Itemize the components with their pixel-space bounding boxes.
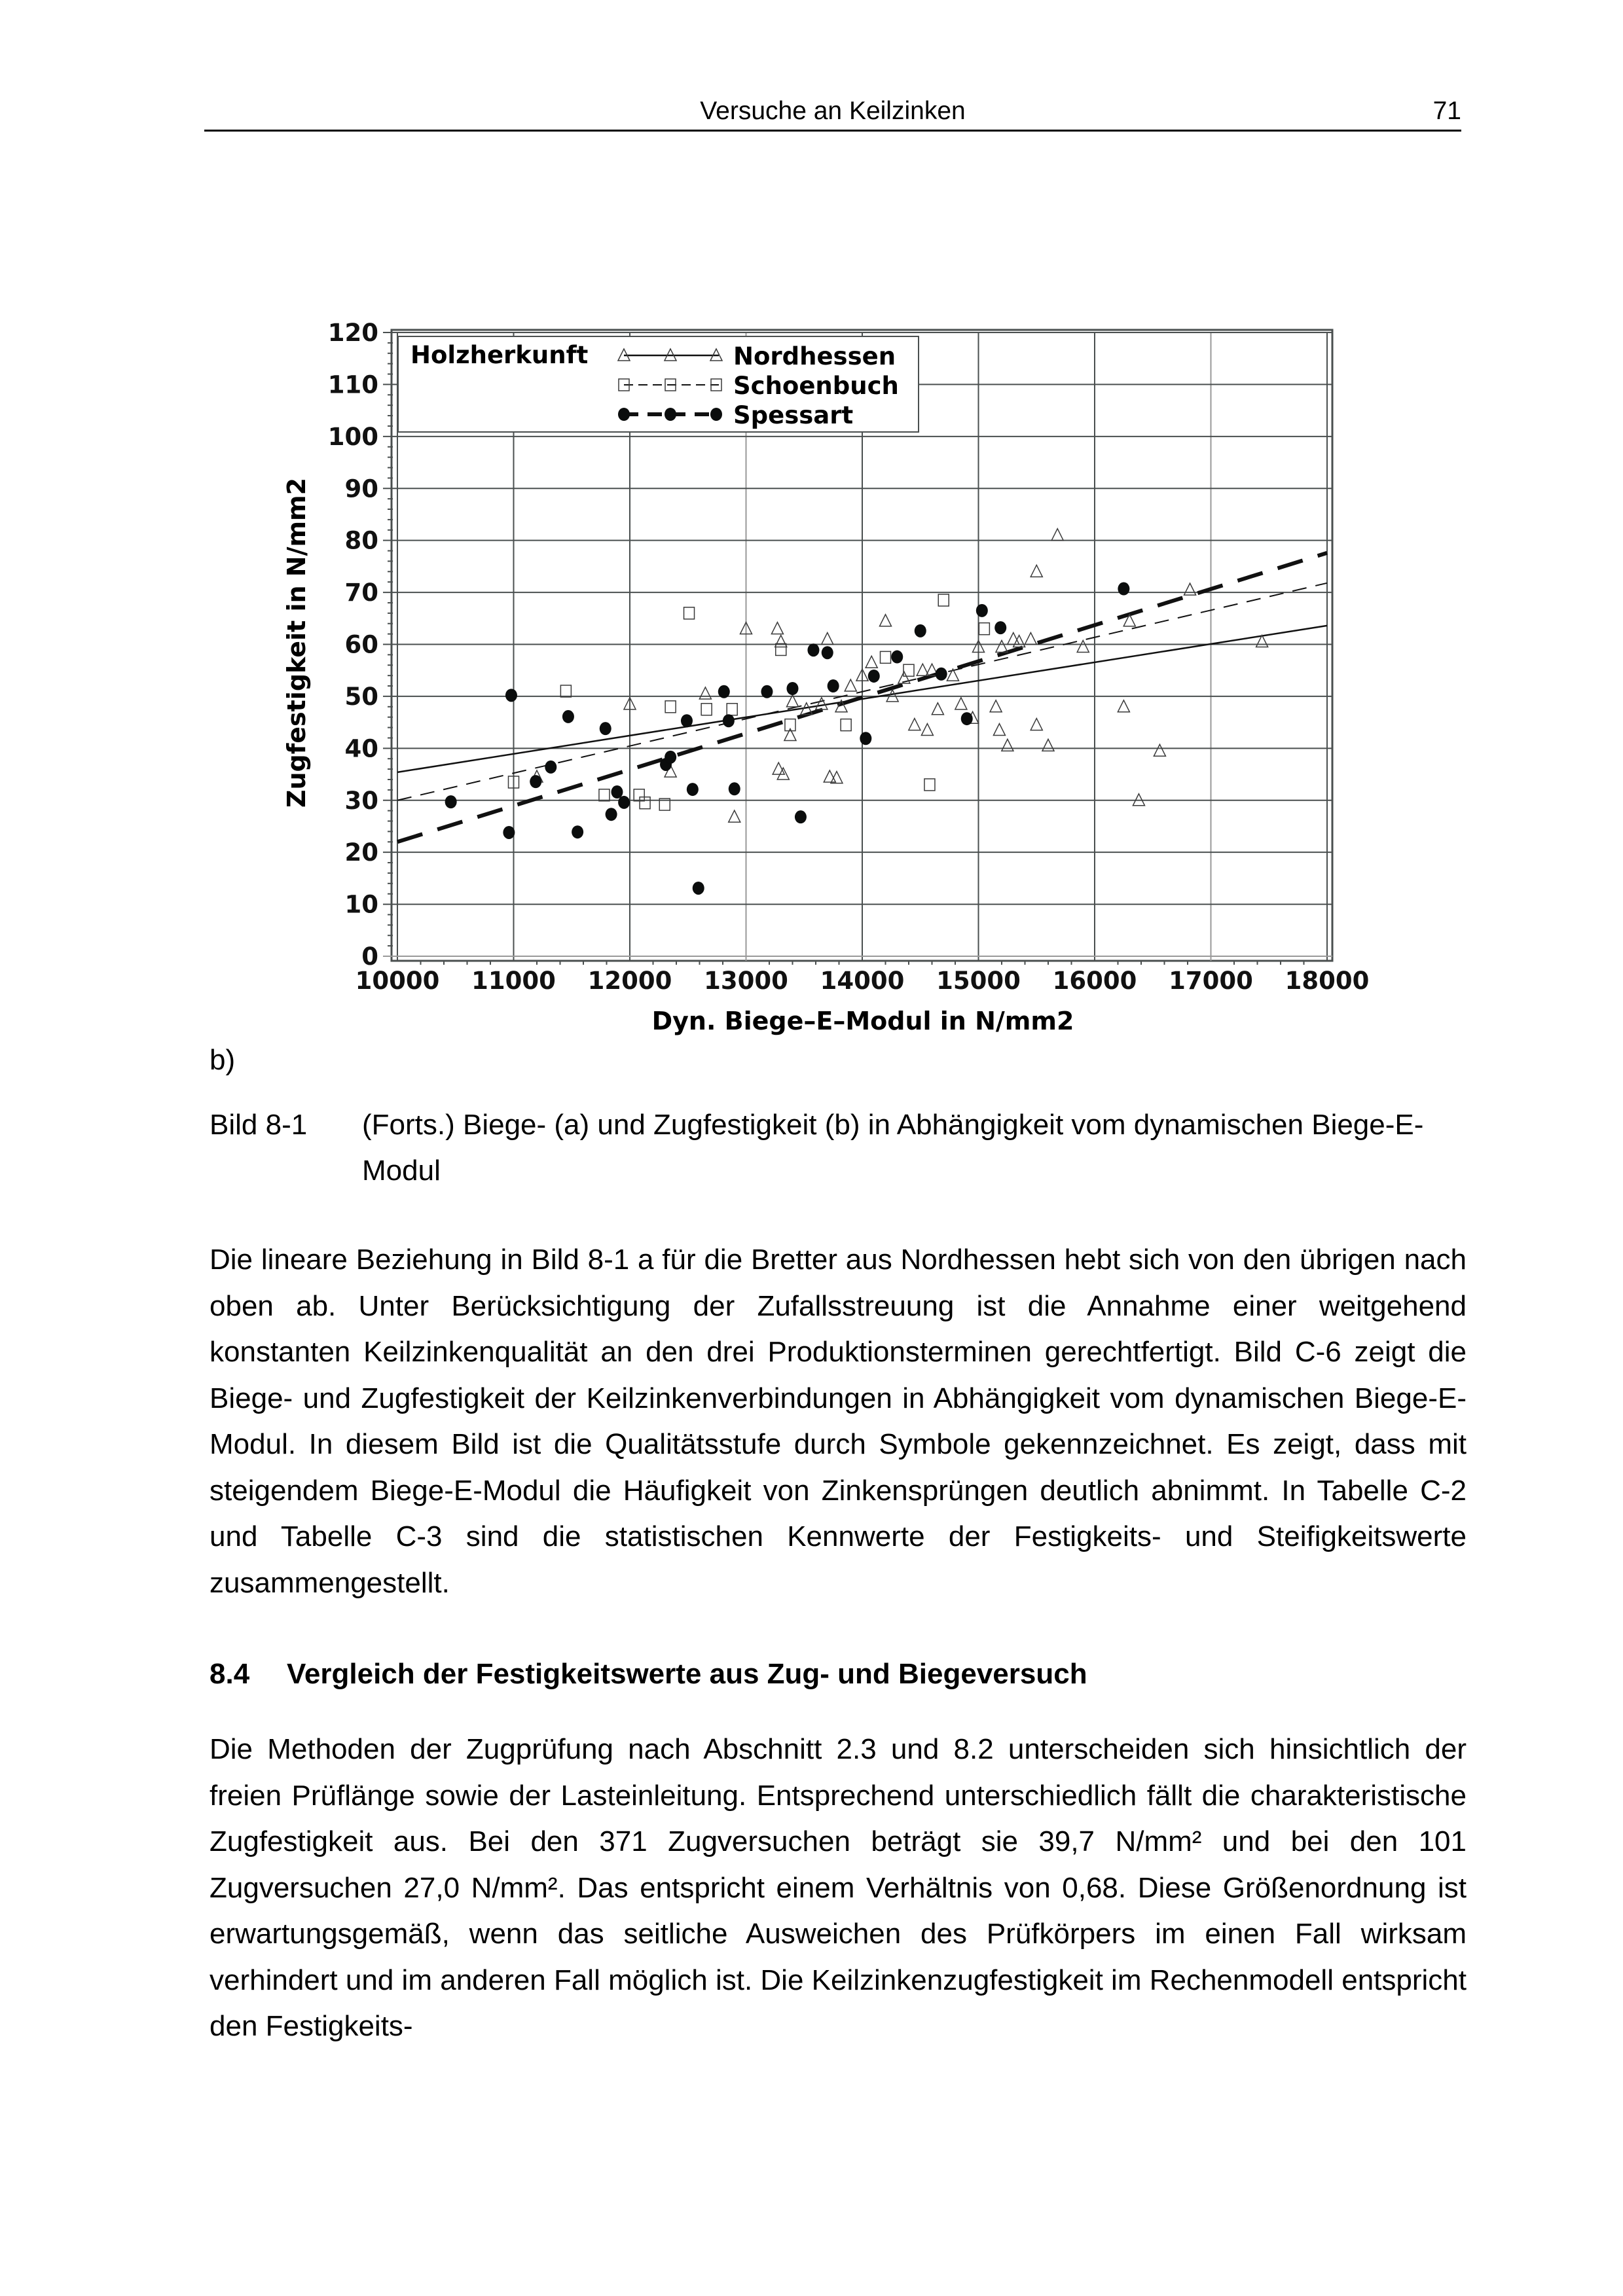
- data-point-nordhessen: [1030, 719, 1042, 730]
- data-point-spessart: [665, 751, 676, 764]
- x-tick-label: 18000: [1285, 967, 1370, 995]
- section-title: Vergleich der Festigkeitswerte aus Zug- und Biegeversuch: [287, 1658, 1087, 1690]
- data-point-nordhessen: [932, 703, 943, 715]
- data-point-spessart: [611, 785, 623, 798]
- x-tick-label: 14000: [820, 967, 905, 995]
- data-point-schoenbuch: [938, 594, 949, 606]
- data-point-nordhessen: [729, 810, 740, 822]
- data-point-spessart: [976, 604, 988, 617]
- data-point-nordhessen: [866, 656, 877, 668]
- data-point-spessart: [729, 782, 740, 795]
- data-point-schoenbuch: [665, 701, 676, 713]
- data-point-nordhessen: [955, 698, 967, 709]
- section-heading: [210, 1658, 1087, 1691]
- legend-marker-spessart: [710, 408, 722, 421]
- x-tick-label: 12000: [587, 967, 672, 995]
- y-tick-label: 80: [344, 526, 378, 555]
- data-point-schoenbuch: [841, 719, 851, 731]
- data-point-spessart: [1118, 583, 1129, 596]
- legend-label-nordhessen: Nordhessen: [733, 342, 896, 370]
- data-point-spessart: [562, 710, 574, 723]
- data-point-spessart: [503, 826, 515, 839]
- y-tick-label: 50: [344, 682, 378, 711]
- data-point-spessart: [618, 796, 630, 809]
- caption-number: Bild 8-1: [210, 1109, 308, 1141]
- x-tick-label: 10000: [355, 967, 440, 995]
- legend-label-schoenbuch: Schoenbuch: [733, 372, 899, 400]
- data-point-spessart: [681, 714, 693, 727]
- data-point-spessart: [961, 712, 973, 725]
- y-tick-label: 40: [344, 734, 378, 763]
- data-point-spessart: [572, 825, 583, 838]
- y-tick-label: 60: [344, 630, 378, 659]
- caption-text: (Forts.) Biege- (a) und Zugfestigkeit (b) in Abhängigkeit vom dynamischen Biege-E-Modul: [362, 1109, 1424, 1187]
- section-number: 8.4: [210, 1658, 250, 1690]
- y-tick-label: 70: [344, 579, 378, 607]
- x-tick-label: 13000: [704, 967, 788, 995]
- data-point-nordhessen: [990, 700, 1002, 712]
- x-axis-label: Dyn. Biege–E–Modul in N/mm2: [651, 1007, 1074, 1035]
- running-title: Versuche an Keilzinken: [700, 97, 966, 125]
- data-point-schoenbuch: [599, 789, 610, 801]
- data-point-spessart: [606, 808, 617, 821]
- data-point-nordhessen: [993, 724, 1005, 736]
- data-point-spessart: [787, 682, 799, 695]
- data-point-spessart: [723, 714, 735, 727]
- y-tick-label: 110: [327, 370, 378, 399]
- data-point-spessart: [761, 685, 773, 698]
- data-point-nordhessen: [1184, 583, 1196, 595]
- data-point-schoenbuch: [727, 704, 737, 715]
- data-point-spessart: [445, 795, 457, 808]
- data-point-nordhessen: [777, 768, 789, 780]
- chart-canvas: [0, 0, 1623, 1060]
- data-point-schoenbuch: [924, 779, 935, 791]
- data-point-spessart: [807, 643, 819, 656]
- data-point-spessart: [936, 668, 947, 681]
- y-tick-label: 100: [327, 422, 378, 451]
- data-point-nordhessen: [699, 687, 711, 699]
- data-point-spessart: [693, 882, 704, 895]
- legend-title: Holzherkunft: [410, 341, 589, 369]
- data-point-spessart: [915, 624, 926, 637]
- data-point-spessart: [530, 775, 541, 788]
- data-point-schoenbuch: [640, 797, 650, 809]
- x-tick-label: 15000: [936, 967, 1021, 995]
- legend-label-spessart: Spessart: [733, 401, 854, 429]
- y-tick-label: 10: [344, 890, 378, 919]
- y-tick-label: 30: [344, 786, 378, 815]
- data-point-nordhessen: [845, 679, 856, 691]
- y-axis-label: Zugfestigkeit in N/mm2: [282, 477, 311, 808]
- data-point-schoenbuch: [634, 789, 644, 801]
- data-point-schoenbuch: [881, 651, 891, 663]
- data-point-nordhessen: [1154, 744, 1165, 756]
- y-tick-label: 20: [344, 838, 378, 867]
- data-point-spessart: [795, 810, 807, 823]
- data-point-spessart: [505, 689, 517, 702]
- y-tick-label: 0: [361, 942, 378, 971]
- data-point-spessart: [891, 651, 903, 664]
- paragraph-1: Die lineare Beziehung in Bild 8-1 a für die Bretter aus Nordhessen hebt sich von den übrigen nach oben ab. Unter Berücksichtigung der Zufallsstreuung ist die Annahme einer weitgehend konstanten Keilzinkenqualität an den drei Produktionsterminen gerechtfertigt. Bild C-6 zeigt die Biege- und Zugfestigkeit der Keilzinkenverbindungen in Abhängigkeit vom dynamischen Biege-E-Modul. In diesem Bild ist die Qualitätsstufe durch Symbole gekennzeichnet. Es zeigt, dass mit steigendem Biege-E-Modul die Häufigkeit von Zinkensprüngen deutlich abnimmt. In Tabelle C-2 und Tabelle C-3 sind die statistischen Kennwerte der Festigkeits- und Steifigkeitswerte zusammengestellt.: [210, 1244, 1467, 1599]
- x-tick-label: 11000: [471, 967, 556, 995]
- data-point-nordhessen: [1030, 565, 1042, 577]
- data-point-nordhessen: [816, 698, 828, 709]
- data-point-spessart: [687, 783, 699, 796]
- data-point-nordhessen: [771, 622, 783, 634]
- data-point-nordhessen: [1042, 739, 1054, 751]
- data-point-schoenbuch: [684, 607, 695, 619]
- data-point-schoenbuch: [701, 704, 712, 715]
- data-point-schoenbuch: [776, 643, 786, 655]
- data-point-nordhessen: [921, 724, 933, 736]
- data-point-spessart: [860, 732, 871, 745]
- data-point-nordhessen: [996, 640, 1008, 652]
- data-point-spessart: [545, 761, 556, 774]
- y-tick-label: 120: [327, 319, 378, 347]
- data-point-nordhessen: [909, 719, 921, 730]
- paragraph-2: Die Methoden der Zugprüfung nach Abschnitt 2.3 und 8.2 unterscheiden sich hinsichtlich der freien Prüflänge sowie der Lasteinleitung. Entsprechend unterschiedlich fällt die charakteristische Zugfestigkeit aus. Bei den 371 Zugversuchen beträgt sie 39,7 N/mm² und bei den 101 Zugversuchen 27,0 N/mm². Das entspricht einem Verhältnis von 0,68. Diese Größenordnung ist erwartungsgemäß, wenn das seitliche Ausweichen des Prüfkörpers im einen Fall wirksam verhindert und im anderen Fall möglich ist. Die Keilzinkenzugfestigkeit im Rechenmodell entspricht den Festigkeits-: [210, 1733, 1467, 2042]
- data-point-nordhessen: [831, 772, 843, 783]
- data-point-nordhessen: [1051, 529, 1063, 541]
- data-point-nordhessen: [1077, 640, 1089, 652]
- data-point-nordhessen: [1025, 633, 1036, 645]
- x-tick-label: 17000: [1169, 967, 1253, 995]
- figure-sub-label: b): [210, 1044, 236, 1076]
- data-point-nordhessen: [880, 615, 892, 626]
- data-point-spessart: [718, 685, 730, 698]
- legend-marker-spessart: [665, 408, 676, 421]
- data-point-spessart: [600, 722, 611, 735]
- scatter-chart: [0, 0, 1623, 1060]
- data-point-nordhessen: [775, 636, 787, 647]
- legend-marker-spessart: [618, 408, 630, 421]
- data-point-spessart: [828, 679, 839, 692]
- y-tick-label: 90: [344, 475, 378, 503]
- data-point-nordhessen: [1002, 739, 1013, 751]
- data-point-schoenbuch: [979, 623, 989, 635]
- data-point-schoenbuch: [560, 685, 571, 697]
- data-point-spessart: [994, 621, 1006, 634]
- data-point-nordhessen: [822, 633, 833, 645]
- data-point-spessart: [822, 646, 833, 659]
- x-tick-label: 16000: [1052, 967, 1137, 995]
- page-number: 71: [1432, 97, 1461, 125]
- data-point-nordhessen: [1118, 700, 1129, 712]
- data-point-spessart: [868, 670, 880, 683]
